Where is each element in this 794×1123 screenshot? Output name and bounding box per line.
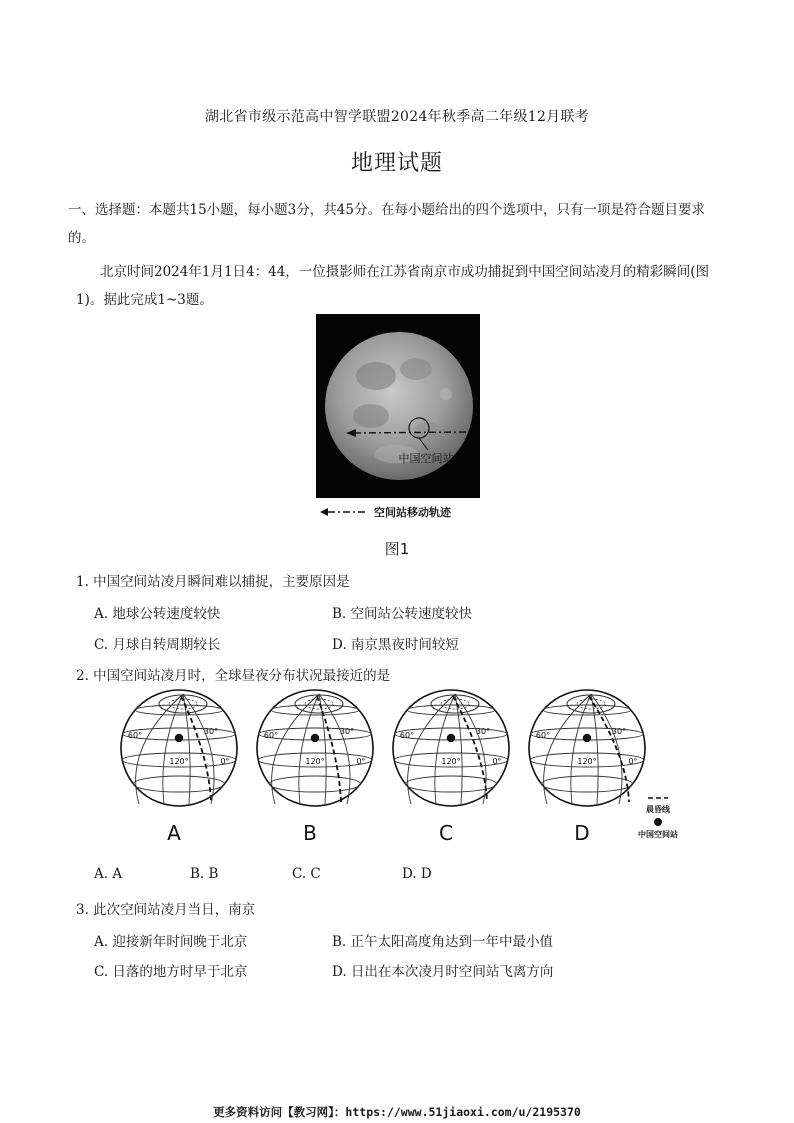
moon-photo — [316, 314, 480, 498]
q2-option-b: B. B — [190, 866, 219, 882]
globe-diagram — [116, 686, 716, 846]
question-2-stem: 2. 中国空间站凌月时，全球昼夜分布状况最接近的是 — [76, 668, 391, 684]
label-30: 30° — [203, 727, 219, 736]
globe-b — [257, 690, 373, 845]
label-120: 120° — [305, 757, 325, 766]
label-0: 0° — [220, 757, 230, 766]
label-60: 60° — [263, 731, 279, 740]
label-120: 120° — [577, 757, 597, 766]
label-30: 30° — [475, 727, 491, 736]
footer-link-text: 更多资料访问【教习网】：https://www.51jiaoxi.com/u/2195370 — [213, 1105, 581, 1119]
label-0: 0° — [628, 757, 638, 766]
q2-option-d: D. D — [402, 866, 432, 882]
label-120: 120° — [169, 757, 189, 766]
figure1-legend — [318, 502, 488, 522]
section-instructions: 一、选择题：本题共15小题，每小题3分，共45分。在每小题给出的四个选项中，只有一项是符合题目要求的。 — [68, 202, 705, 246]
question-3-stem: 3. 此次空间站凌月当日，南京 — [76, 902, 256, 918]
q3-option-c: C. 日落的地方时早于北京 — [94, 964, 248, 980]
legend-station-label: 中国空间站 — [638, 830, 678, 839]
label-60: 60° — [399, 731, 415, 740]
legend-terminator-label: 晨昏线 — [646, 805, 670, 814]
q1-option-c: C. 月球自转周期较长 — [94, 637, 221, 653]
globe-a — [121, 690, 237, 845]
moon-illustration — [316, 314, 480, 498]
globe-figure-set — [116, 686, 716, 846]
globe-c — [393, 690, 509, 845]
intro-text: 北京时间2024年1月1日4：44，一位摄影师在江苏省南京市成功捕捉到中国空间站凌月的精彩瞬间(图1)。据此完成1~3题。 — [76, 264, 710, 308]
globe-letter-b: B — [303, 821, 317, 845]
globe-letter-d: D — [574, 821, 590, 845]
label-60: 60° — [535, 731, 551, 740]
label-0: 0° — [356, 757, 366, 766]
q2-option-a: A. A — [94, 866, 123, 882]
label-30: 30° — [339, 727, 355, 736]
globe-letter-c: C — [439, 821, 453, 845]
globe-legend — [638, 798, 678, 839]
globe-d — [529, 690, 645, 845]
label-120: 120° — [441, 757, 461, 766]
station-dot — [583, 734, 591, 742]
legend-arrow-icon — [320, 508, 328, 516]
q1-option-b: B. 空间站公转速度较快 — [332, 606, 473, 622]
question-1-stem: 1. 中国空间站凌月瞬间难以捕捉，主要原因是 — [76, 574, 350, 590]
q1-option-d: D. 南京黑夜时间较短 — [332, 637, 459, 653]
q3-option-b: B. 正午太阳高度角达到一年中最小值 — [332, 934, 554, 950]
q3-option-d: D. 日出在本次凌月时空间站飞离方向 — [332, 964, 554, 980]
page-title: 地理试题 — [350, 151, 443, 176]
figure1-caption: 图1 — [384, 540, 410, 558]
label-60: 60° — [127, 731, 143, 740]
q2-option-c: C. C — [292, 866, 321, 882]
station-dot — [175, 734, 183, 742]
label-0: 0° — [492, 757, 502, 766]
station-dot — [311, 734, 319, 742]
station-legend-dot — [654, 818, 662, 826]
globe-letter-a: A — [167, 821, 181, 845]
station-dot — [447, 734, 455, 742]
label-30: 30° — [611, 727, 627, 736]
intro-passage — [76, 258, 730, 314]
legend-label: 空间站移动轨迹 — [374, 506, 451, 519]
station-label: 中国空间站 — [398, 452, 454, 465]
q1-option-a: A. 地球公转速度较快 — [94, 606, 221, 622]
q3-option-a: A. 迎接新年时间晚于北京 — [94, 934, 248, 950]
exam-title: 湖北省市级示范高中智学联盟2024年秋季高二年级12月联考 — [204, 109, 590, 125]
